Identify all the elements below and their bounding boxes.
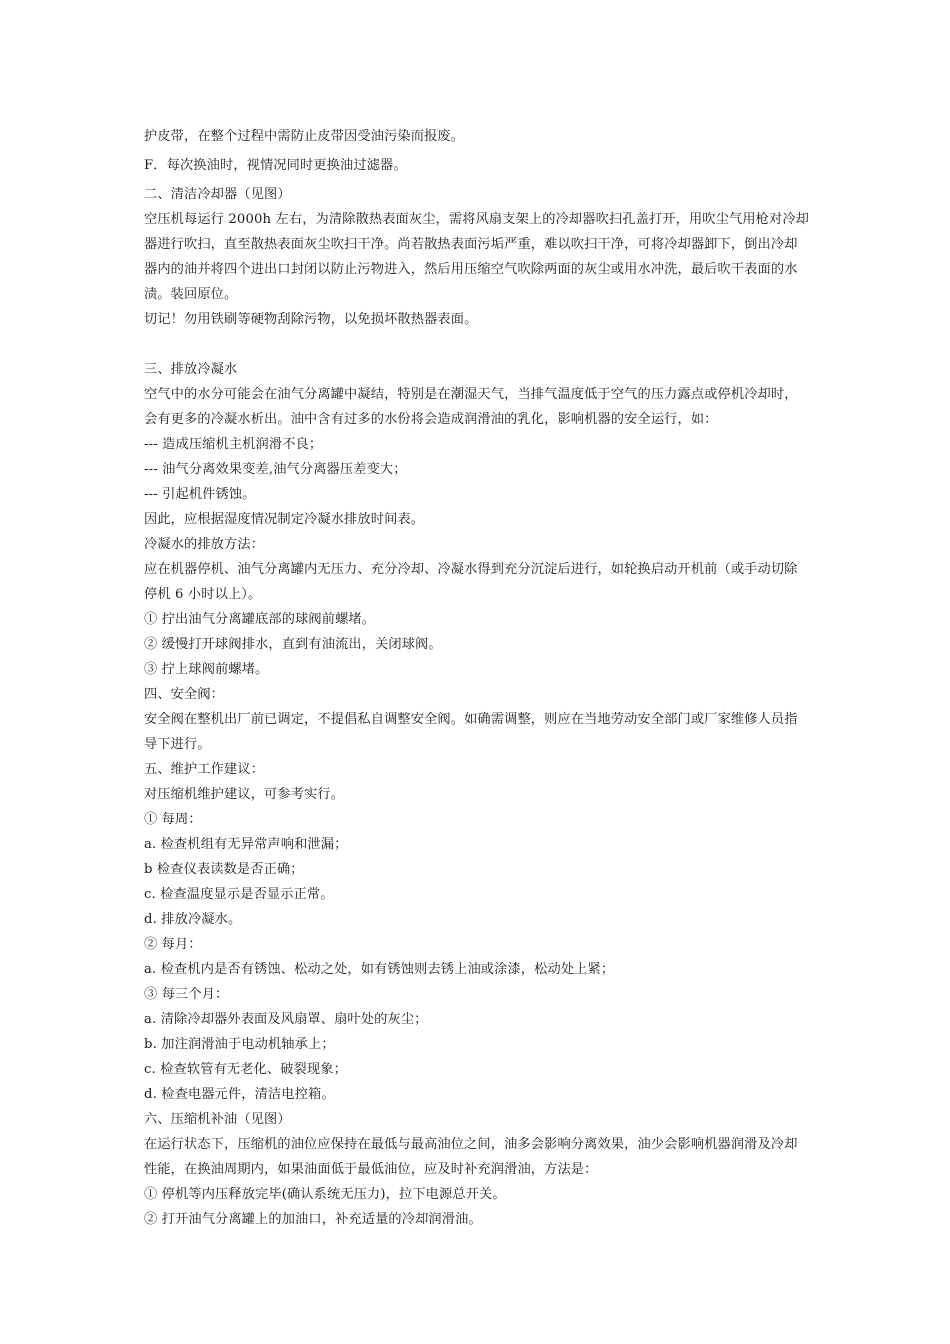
text-line: 空气中的水分可能会在油气分离罐中凝结，特别是在潮湿天气，当排气温度低于空气的压力露点或停机冷却时，: [144, 387, 798, 402]
text-line: 因此，应根据湿度情况制定冷凝水排放时间表。: [144, 512, 425, 527]
text-line: 导下进行。: [144, 737, 211, 752]
section-heading: 四、安全阀：: [144, 687, 225, 702]
document-page: [144, 124, 854, 1232]
list-item: b 检查仪表读数是否正确；: [144, 862, 304, 877]
list-item: d. 排放冷凝水。: [144, 912, 242, 927]
text-line: 器内的油并将四个进出口封闭以防止污物进入，然后用压缩空气吹除两面的灰尘或用水冲洗，最后吹干表面的水: [144, 262, 798, 277]
list-item: ② 缓慢打开球阀排水，直到有油流出，关闭球阀。: [144, 637, 442, 652]
list-item: ② 每月：: [144, 937, 202, 952]
list-item: --- 引起机件锈蚀。: [144, 487, 256, 502]
text-line: 对压缩机维护建议，可参考实行。: [144, 787, 345, 802]
list-item: b. 加注润滑油于电动机轴承上；: [144, 1037, 335, 1052]
text-line: 停机 6 小时以上）。: [144, 587, 262, 602]
text-line: 安全阀在整机出厂前已调定，不提倡私自调整安全阀。如确需调整，则应在当地劳动安全部门或厂家维修人员指: [144, 712, 798, 727]
list-item: d. 检查电器元件，清洁电控箱。: [144, 1087, 335, 1102]
section-heading: 二、清洁冷却器（见图）: [144, 187, 291, 202]
list-item: ③ 拧上球阀前螺堵。: [144, 662, 269, 677]
section-heading: 三、排放冷凝水: [144, 362, 238, 377]
list-item: ② 打开油气分离罐上的加油口，补充适量的冷却润滑油。: [144, 1212, 482, 1227]
text-line: 切记！勿用铁刷等硬物刮除污物，以免损坏散热器表面。: [144, 312, 478, 327]
list-item: a. 清除冷却器外表面及风扇罩、扇叶处的灰尘；: [144, 1012, 428, 1027]
text-line: 冷凝水的排放方法：: [144, 537, 265, 552]
list-item: ① 每周：: [144, 812, 202, 827]
list-item: ① 拧出油气分离罐底部的球阀前螺堵。: [144, 612, 376, 627]
list-item: ① 停机等内压释放完毕(确认系统无压力)，拉下电源总开关。: [144, 1187, 506, 1202]
text-line: 会有更多的冷凝水析出。油中含有过多的水份将会造成润滑油的乳化，影响机器的安全运行，如：: [144, 412, 718, 427]
list-item: c. 检查温度显示是否显示正常。: [144, 887, 334, 902]
text-line: 护皮带，在整个过程中需防止皮带因受油污染而报废。: [144, 129, 465, 144]
text-line: 在运行状态下，压缩机的油位应保持在最低与最高油位之间，油多会影响分离效果，油少会影响机器润滑及冷却: [144, 1137, 798, 1152]
list-item: c. 检查软管有无老化、破裂现象；: [144, 1062, 347, 1077]
text-line: 应在机器停机、油气分离罐内无压力、充分冷却、冷凝水得到充分沉淀后进行，如轮换启动开机前（或手动切除: [144, 562, 798, 577]
section-heading: 六、压缩机补油（见图）: [144, 1112, 291, 1127]
list-item: --- 油气分离效果变差,油气分离器压差变大；: [144, 462, 407, 477]
list-item: a. 检查机组有无异常声响和泄漏；: [144, 837, 348, 852]
section-heading: 五、维护工作建议：: [144, 762, 265, 777]
list-item: ③ 每三个月：: [144, 987, 229, 1002]
list-item: a. 检查机内是否有锈蚀、松动之处，如有锈蚀则去锈上油或涂漆，松动处上紧；: [144, 962, 615, 977]
text-line: 空压机每运行 2000h 左右，为清除散热表面灰尘，需将风扇支架上的冷却器吹扫孔盖打开，用吹尘气用枪对冷却: [144, 212, 810, 227]
list-item: --- 造成压缩机主机润滑不良；: [144, 437, 323, 452]
text-line: 性能，在换油周期内，如果油面低于最低油位，应及时补充润滑油，方法是：: [144, 1162, 598, 1177]
text-line: F．每次换油时，视情况同时更换油过滤器。: [144, 158, 407, 173]
blank-line: [144, 332, 854, 357]
text-line: 器进行吹扫，直至散热表面灰尘吹扫干净。尚若散热表面污垢严重，难以吹扫干净，可将冷却器卸下，倒出冷却: [144, 237, 798, 252]
text-line: 渍。装回原位。: [144, 287, 238, 302]
